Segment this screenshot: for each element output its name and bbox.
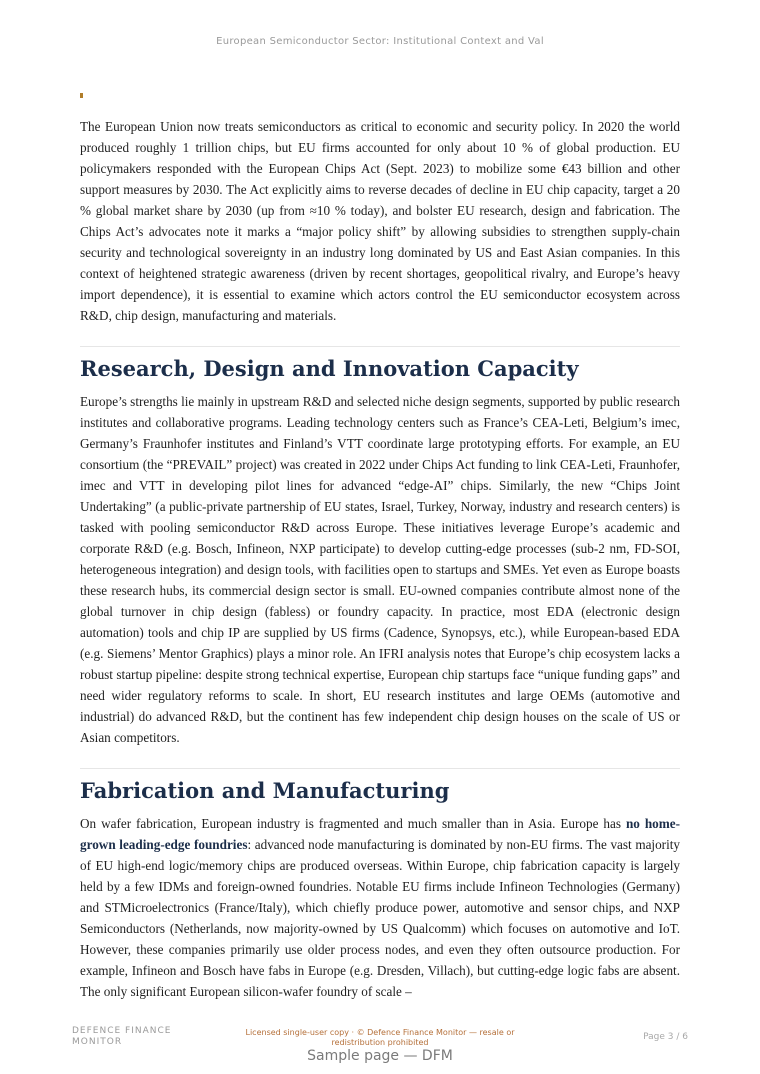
- section-heading-fab: Fabrication and Manufacturing: [80, 778, 450, 803]
- running-header: European Semiconductor Sector: Institutional Context and Val: [216, 36, 544, 47]
- fab-emphasis-text: no home-grown leading-edge foundries: [80, 816, 680, 852]
- page-number: Page 3 / 6: [643, 1032, 688, 1042]
- section-heading-rd: Research, Design and Innovation Capacity: [80, 356, 579, 381]
- fab-paragraph: [80, 813, 680, 1002]
- publisher-name: [72, 1026, 171, 1048]
- publisher-line-1: DEFENCE FINANCE: [72, 1026, 172, 1036]
- intro-paragraph: The European Union now treats semiconductors as critical to economic and security policy. In 2020 the world produced roughly 1 trillion chips, but EU firms accounted for only about 10 % of global production. EU policymakers responded with the European Chips Act (Sept. 2023) to mobilize some €43 billion and other support measures by 2030. The Act explicitly aims to reverse decades of decline in EU chip capacity, target a 20 % global market share by 2030 (up from ≈10 % today), and bolster EU research, design and fabrication. The Chips Act’s advocates note it marks a “major policy shift” by allowing subsidies to strengthen supply-chain security and technological sovereignty in an industry long dominated by US and East Asian companies. In this context of heightened strategic awareness (driven by recent shortages, geopolitical rivalry, and Europe’s heavy import dependence), it is essential to examine which actors control the EU semiconductor ecosystem across R&D, chip design, manufacturing and materials.: [80, 119, 680, 323]
- rd-paragraph: Europe’s strengths lie mainly in upstream R&D and selected niche design segments, supported by public research institutes and collaborative programs. Leading technology centers such as France’s CEA-Leti, Belgium’s imec, Germany’s Fraunhofer institutes and Finland’s VTT coordinate large prototyping efforts. For example, an EU consortium (the “PREVAIL” project) was created in 2022 under Chips Act funding to link CEA-Leti, Fraunhofer, imec and VTT in developing pilot lines for advanced “edge-AI” chips. Similarly, the new “Chips Joint Undertaking” (a public-private partnership of EU states, Israel, Turkey, Norway, industry and research centers) is tasked with pooling semiconductor R&D across Europe. These initiatives leverage Europe’s academic and corporate R&D (e.g. Bosch, Infineon, NXP participate) to develop cutting-edge processes (sub-2 nm, FD-SOI, heterogeneous integration) and design tools, with facilities open to startups and SMEs. Yet even as Europe boasts these research hubs, its commercial design sector is small. EU-owned companies contribute almost none of the global turnover in chip design (fabless) or foundry capacity. In practice, most EDA (electronic design automation) tools and chip IP are supplied by US firms (Cadence, Synopsys, etc.), while European-based EDA (e.g. Siemens’ Mentor Graphics) plays a minor role. An IFRI analysis notes that Europe’s chip ecosystem lacks a robust startup pipeline: despite strong technical expertise, European chip startups face “unique funding gaps” and need wider regulatory reforms to scale. In short, EU research institutes and large OEMs (automotive and industrial) do advanced R&D, but the continent has few independent chip design houses on the scale of US or Asian competitors.: [80, 394, 680, 745]
- section-divider: [80, 768, 680, 769]
- fab-lead-text: On wafer fabrication, European industry is fragmented and much smaller than in Asia. Europe has: [80, 816, 626, 831]
- section-divider: [80, 346, 680, 347]
- fab-rest-text: : advanced node manufacturing is dominated by non-EU firms. The vast majority of EU high-end logic/memory chips are produced overseas. Within Europe, chip fabrication capacity is largely held by a few IDMs and foreign-owned foundries. Notable EU firms include Infineon Technologies (Germany) and STMicroelectronics (France/Italy), which chiefly produce power, automotive and sensor chips, and NXP Semiconductors (Netherlands, now majority-owned by US Qualcomm) which focuses on automotive and IoT. However, these companies primarily use older process nodes, and even they often outsource production. For example, Infineon and Bosch have fabs in Europe (e.g. Dresden, Villach), but cutting-edge logic fabs are absent. The only significant European silicon-wafer foundry of scale –: [80, 837, 680, 999]
- publisher-line-2: MONITOR: [72, 1037, 123, 1047]
- article-body: [80, 116, 680, 1002]
- sample-label: Sample page — DFM: [307, 1048, 453, 1064]
- accent-mark: [80, 93, 83, 98]
- license-notice: Licensed single-user copy · © Defence Finance Monitor — resale or redistribution prohibited: [245, 1028, 515, 1047]
